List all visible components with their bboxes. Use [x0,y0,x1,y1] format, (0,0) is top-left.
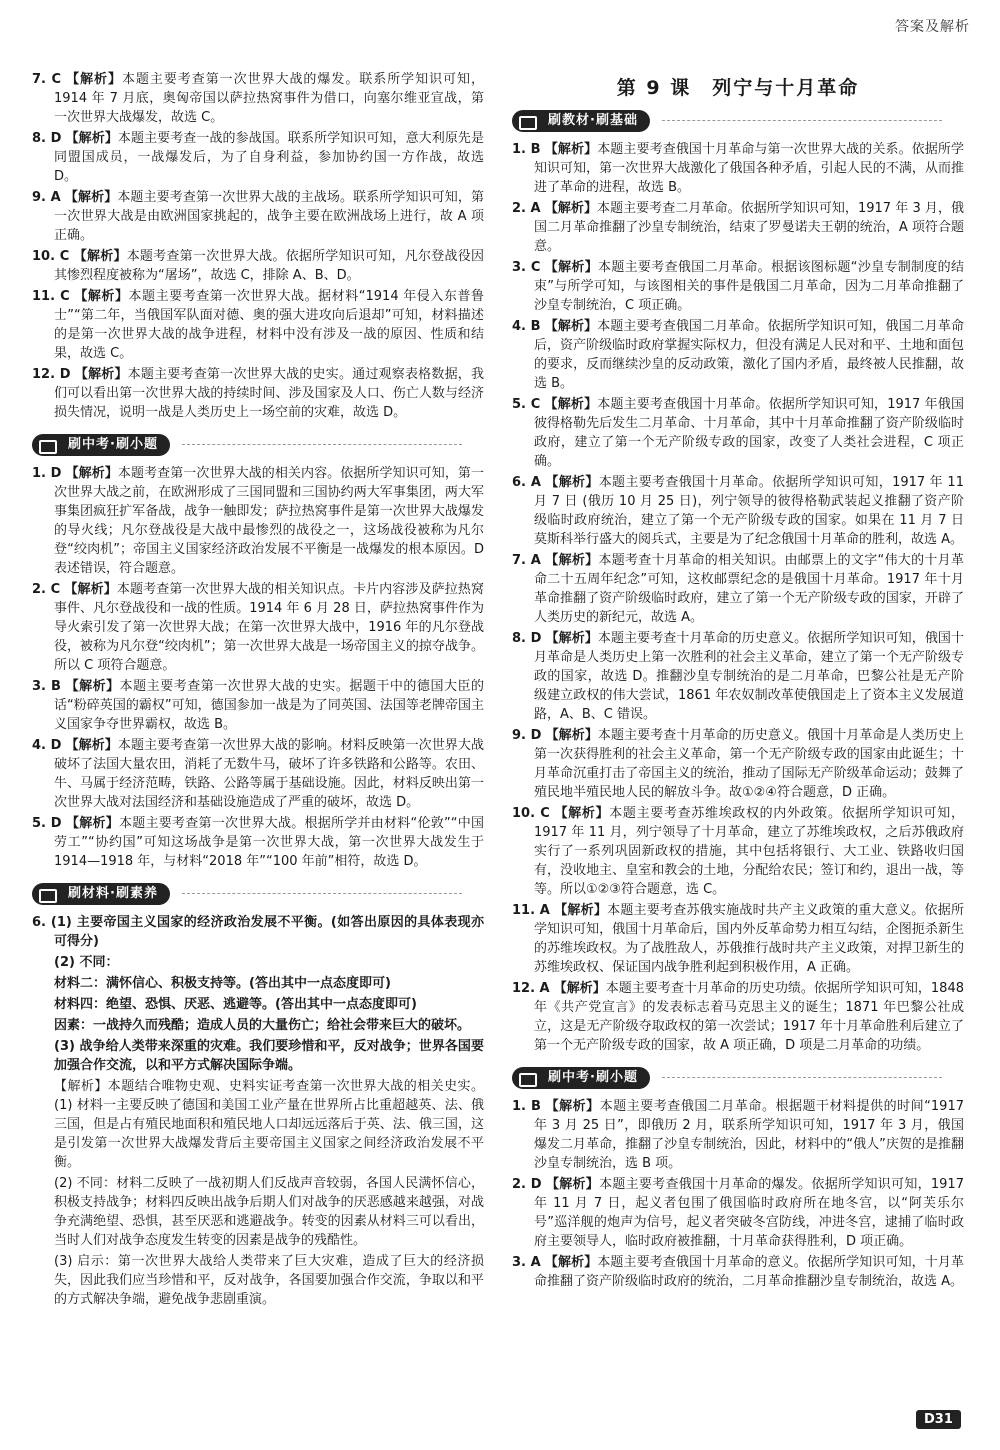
answer-number: 9. A [32,190,61,205]
analysis-tag: 【解析】 [65,466,118,481]
page-number: D31 [916,1410,961,1429]
answer-item [32,129,484,186]
answer-item [32,247,484,285]
answer-number: 4. D [32,738,62,753]
analysis-tag: 【解析】 [554,806,610,821]
answer-item [512,979,964,1055]
answer-text: 本题主要考查俄国十月革命。依据所学知识可知，1917 年 11 月 7 日 (俄历 10 月 25 日)，列宁领导的彼得格勒武装起义推翻了资产阶级临时政府统治，建立了第一个无产阶级专政的国家。如果在 11 月 7 日莫斯科举行盛大的阅兵式，主要是为了纪念俄国十月革命的胜利，故选 A。 [534,475,964,547]
right-column [512,100,964,1293]
answer-text: 本题主要考查苏维埃政权的内外政策。依据所学知识可知，1917 年 11 月，列宁领导了十月革命，建立了苏维埃政权，之后苏俄政府实行了一系列巩固新政权的措施，其中包括将银行、大工业、铁路收归国有，没收地主、皇室和教会的土地，分配给农民；签订和约，退出一战，等等。所以①②③符合题意，选 C。 [534,806,964,897]
left-top-answers [32,70,484,422]
analysis-tag: 【解析】 [545,553,599,568]
answer-number: 7. C [32,72,62,87]
answer-part: 材料二：满怀信心、积极支持等。(答出其中一点态度即可) [54,976,391,991]
section-label: 刷教材·刷基础 [540,110,650,132]
answer-item [512,395,964,471]
answer-text: 本题考查第一次世界大战的相关内容。依据所学知识可知，第一次世界大战之前，在欧洲形成了三国同盟和三国协约两大军事集团，两大军事集团疯狂扩军备战，战争一触即发；萨拉热窝事件是第一次世界大战爆发的导火线；凡尔登战役是大战中最惨烈的战役之一，这场战役被称为凡尔登“绞肉机”；帝国主义国家经济政治发展不平衡是一战爆发的根本原因。D 表述错误，符合题意。 [54,466,484,576]
section-label: 刷材料·刷素养 [60,883,170,905]
left-exam-answers [32,464,484,871]
answer-text: 本题主要考查第一次世界大战的史实。据题干中的德国大臣的话“粉碎英国的霸权”可知，德国参加一战是为了同英国、法国等老牌帝国主义国家争夺世界霸权，故选 B。 [54,679,484,732]
answer-text: 本题考查十月革命的相关知识。由邮票上的文字“伟大的十月革命二十五周年纪念”可知，这枚邮票纪念的是俄国十月革命。1917 年十月革命推翻了资产阶级临时政府，建立了第一个无产阶级专政的国家，开辟了人类历史的新纪元，故选 A。 [534,553,964,625]
answer-number: 1. B [512,142,541,157]
section-label: 刷中考·刷小题 [60,434,170,456]
section-badge-material [32,883,170,905]
answer-part: (2) 不同： [54,955,119,970]
answer-text: 本题主要考查二月革命。依据所学知识可知，1917 年 3 月，俄国二月革命推翻了沙皇专制统治，结束了罗曼诺夫王朝的统治，A 项符合题意。 [534,201,964,254]
analysis-tag: 【解析】 [544,319,598,334]
analysis-tag: 【解析】 [73,249,127,264]
answer-item [32,464,484,578]
analysis-part: 【解析】本题结合唯物史观、史料实证考查第一次世界大战的相关史实。(1) 材料一主要反映了德国和美国工业产量在世界所占比重超越英、法、俄三国，但是占有殖民地面积和殖民地人口却远远落后于英、法、俄三国，这是引发第一次世界大战爆发背后主要帝国主义国家之间经济政治发展不平衡。 [54,1079,484,1170]
answer-text: 本题主要考查俄国十月革命的爆发。依据所学知识可知，1917 年 11 月 7 日，起义者包围了俄国临时政府所在地冬宫，以“阿芙乐尔号”巡洋舰的炮声为信号，起义者突破冬宫防线，冲进冬宫，逮捕了临时政府主要领导人，临时政府被推翻，十月革命获得胜利，D 项正确。 [534,1177,964,1249]
analysis-tag: 【解析】 [544,260,599,275]
section-badge-exam-right [512,1067,650,1089]
answer-text: 本题主要考查十月革命的历史意义。依据所学知识可知，俄国十月革命是人类历史上第一次胜利的社会主义革命，建立了第一个无产阶级专政的国家，故选 D。推翻沙皇专制统治的是二月革命，巴黎公社是无产阶级建立政权的伟大尝试，1861 年农奴制改革使俄国走上了资本主义发展道路，A、B、C 错误。 [534,631,964,722]
answer-item [32,287,484,363]
answer-text: 本题主要考查俄国二月革命。根据该图标题“沙皇专制制度的结束”与所学可知，与该图相关的事件是俄国二月革命，因为二月革命推翻了沙皇专制统治，C 项正确。 [534,260,964,313]
left-column [32,70,484,1311]
answer-number: 6. A [512,475,541,490]
answer-number: 2. A [512,201,541,216]
answer-number: 10. C [32,249,70,264]
answer-text: 本题主要考查十月革命的历史意义。俄国十月革命是人类历史上第一次获得胜利的社会主义革命，第一个无产阶级专政的国家由此诞生；十月革命沉重打击了帝国主义的统治，推动了国际无产阶级革命运动；鼓舞了殖民地半殖民地人民的解放斗争。故①②④符合题意，D 正确。 [534,728,964,800]
answer-number: 8. D [512,631,542,646]
answer-number: 11. A [512,903,550,918]
answer-number: 2. C [32,582,61,597]
answer-item [512,140,964,197]
analysis-tag: 【解析】 [74,289,129,304]
answer-number: 12. D [32,367,71,382]
answer-item [512,629,964,724]
answer-part: 因素：一战持久而残酷；造成人员的大量伤亡；给社会带来巨大的破坏。 [54,1018,471,1033]
answer-number: 4. B [512,319,541,334]
answer-number: 5. D [32,816,62,831]
answer-number: 7. A [512,553,541,568]
answer-number: 1. D [32,466,62,481]
lesson-title: 第 9 课 列宁与十月革命 [616,77,860,99]
analysis-tag: 【解析】 [553,981,606,996]
answer-number: 9. D [512,728,542,743]
answer-item [512,1253,964,1291]
analysis-tag: 【解析】 [74,367,128,382]
answer-number: 10. C [512,806,550,821]
answer-number: 8. D [32,131,62,146]
section-label: 刷中考·刷小题 [540,1067,650,1089]
analysis-tag: 【解析】 [544,142,598,157]
answer-item [32,736,484,812]
analysis-tag: 【解析】 [65,816,119,831]
answer-item [512,1097,964,1173]
answer-item [32,814,484,871]
answer-item [512,901,964,977]
answer-text: 本题主要考查第一次世界大战。根据所学并由材料“伦敦”“中国劳工”“协约国”可知这场战争是第一次世界大战，第一次世界大战发生于 1914—1918 年，与材料“2018 年”“100 年前”相符，故选 D。 [54,816,484,869]
answer-item [512,473,964,549]
analysis-tag: 【解析】 [544,201,598,216]
answer-text: 本题主要考查俄国二月革命。依据所学知识可知，俄国二月革命后，资产阶级临时政府掌握实际权力，但没有满足人民对和平、土地和面包的要求，反而继续沙皇的反动政策，激化了国内矛盾，最终被人民推翻，故选 B。 [534,319,964,391]
answer-number: 5. C [512,397,541,412]
answer-item [512,199,964,256]
analysis-tag: 【解析】 [65,131,118,146]
answer-text: 本题主要考查十月革命的历史功绩。依据所学知识可知，1848 年《共产党宣言》的发表标志着马克思主义的诞生；1871 年巴黎公社成立，这是无产阶级夺取政权的第一次尝试；1917 年十月革命胜利后建立了第一个无产阶级专政的国家，故 A 项正确，D 项是二月革命的功绩。 [534,981,964,1053]
answer-number: 1. B [512,1099,541,1114]
book-icon [32,883,60,905]
analysis-tag: 【解析】 [65,738,118,753]
answer-item [32,70,484,127]
answer-item [32,365,484,422]
book-icon [32,434,60,456]
answer-number: 11. C [32,289,70,304]
analysis-tag: 【解析】 [545,475,599,490]
running-head: 答案及解析 [895,19,970,35]
analysis-tag: 【解析】 [545,728,598,743]
answer-item [32,677,484,734]
answer-text: 本题主要考查第一次世界大战的主战场。联系所学知识可知，第一次世界大战是由欧洲国家挑起的，战争主要在欧洲战场上进行，故 A 项正确。 [54,190,484,243]
answer-part: 材料四：绝望、恐惧、厌恶、逃避等。(答出其中一点态度即可) [54,997,417,1012]
section-badge-exam-left [32,434,170,456]
answer-part: (3) 战争给人类带来深重的灾难。我们要珍惜和平，反对战争；世界各国要加强合作交流，以和平方式解决国际争端。 [54,1039,484,1073]
answer-text: 本题主要考查第一次世界大战的影响。材料反映第一次世界大战破坏了法国大量农田，消耗了无数牛马，破坏了许多铁路和公路等。农田、牛、马属于经济范畴，铁路、公路等属于基础设施。因此，材料反映出第一次世界大战对法国经济和基础设施造成了严重的破坏，故选 D。 [54,738,484,810]
answer-item [512,726,964,802]
right-exam-answers [512,1097,964,1291]
analysis-tag: 【解析】 [545,631,598,646]
answer-text: 本题考查第一次世界大战。依据所学知识可知，凡尔登战役因其惨烈程度被称为“屠场”，故选 C，排除 A、B、D。 [54,249,484,283]
answer-number: 3. C [512,260,541,275]
dashed-rule [662,120,942,121]
answer-text: 本题主要考查苏俄实施战时共产主义政策的重大意义。依据所学知识可知，俄国十月革命后，国内外反革命势力相互勾结，企图扼杀新生的苏维埃政权。为了战胜敌人，苏俄推行战时共产主义政策，对捍卫新生的苏维埃政权、保证国内战争胜利起到积极作用，A 正确。 [534,903,964,975]
answer-text: 本题考查第一次世界大战的相关知识点。卡片内容涉及萨拉热窝事件、凡尔登战役和一战的性质。1914 年 6 月 28 日，萨拉热窝事件作为导火索引发了第一次世界大战；在第一次世界大战中，1916 年的凡尔登战役，被称为凡尔登“绞肉机”；第一次世界大战是一场帝国主义的掠夺战争。所以 C 项符合题意。 [54,582,484,673]
analysis-tag: 【解析】 [66,72,122,87]
material-answer [32,913,484,1309]
answer-item [512,258,964,315]
analysis-tag: 【解析】 [64,582,117,597]
answer-number: 12. A [512,981,550,996]
dashed-rule [182,444,462,445]
answer-text: 本题主要考查第一次世界大战。据材料“1914 年侵入东普鲁士”“第二年，当俄国军队面对德、奥的强大进攻向后退却”可知，材料描述的是第一次世界大战的战争进程，材料中没有涉及一战的原因、性质和结果，故选 C。 [54,289,484,361]
answer-item [512,804,964,899]
answer-item [32,188,484,245]
answer-item [512,317,964,393]
answer-text: 本题主要考查俄国十月革命与第一次世界大战的关系。依据所学知识可知，第一次世界大战激化了俄国各种矛盾，引起人民的不满，从而推进了革命的进程，故选 B。 [534,142,964,195]
answer-number: 2. D [512,1177,542,1192]
analysis-tag: 【解析】 [64,190,118,205]
analysis-tag: 【解析】 [544,397,598,412]
section-badge-basics [512,110,650,132]
book-icon [512,110,540,132]
analysis-part: (2) 不同：材料二反映了一战初期人们反战声音较弱，各国人民满怀信心，积极支持战争；材料四反映出战争后期人们对战争的厌恶感越来越强，对战争充满绝望、恐惧，甚至厌恶和逃避战争。转变的因素从材料三可以看出，当时人们对战争态度发生转变的因素是战争的残酷性。 [54,1176,484,1248]
answer-text: 本题主要考查一战的参战国。联系所学知识可知，意大利原先是同盟国成员，一战爆发后，为了自身利益，参加协约国一方作战，故选 D。 [54,131,484,184]
analysis-tag: 【解析】 [554,903,608,918]
book-icon [512,1067,540,1089]
analysis-tag: 【解析】 [544,1255,598,1270]
dashed-rule [182,893,462,894]
analysis-tag: 【解析】 [545,1177,600,1192]
answer-text: 本题主要考查第一次世界大战的史实。通过观察表格数据，我们可以看出第一次世界大战的持续时间、涉及国家及人口、伤亡人数与经济损失情况，说明一战是人类历史上一场空前的灾难，故选 D。 [54,367,484,420]
answer-item [512,551,964,627]
answer-text: 本题主要考查第一次世界大战的爆发。联系所学知识可知，1914 年 7 月底，奥匈帝国以萨拉热窝事件为借口，向塞尔维亚宣战，第一次世界大战爆发，故选 C。 [54,72,484,125]
answer-text: 本题主要考查俄国十月革命。依据所学知识可知，1917 年俄国彼得格勒先后发生二月革命、十月革命，其中十月革命推翻了资产阶级临时政府，建立了第一个无产阶级专政的国家，改变了人类社会进程，C 项正确。 [534,397,964,469]
answer-number: 3. A [512,1255,541,1270]
answer-number: 3. B [32,679,61,694]
right-basics-answers [512,140,964,1055]
dashed-rule [662,1077,942,1078]
answer-text: 本题主要考查俄国二月革命。根据题干材料提供的时间“1917 年 3 月 25 日”，即俄历 2 月，联系所学知识可知，1917 年 3 月，俄国爆发二月革命，推翻了沙皇专制统治，因此，材料中的“俄人”庆贺的是推翻沙皇专制统治，选 B 项。 [534,1099,964,1171]
answer-item [32,580,484,675]
analysis-tag: 【解析】 [545,1099,600,1114]
answer-part: 6. (1) 主要帝国主义国家的经济政治发展不平衡。(如答出原因的具体表现亦可得分) [32,915,484,949]
analysis-part: (3) 启示：第一次世界大战给人类带来了巨大灾难，造成了巨大的经济损失，因此我们应当珍惜和平，反对战争，各国要加强合作交流，争取以和平的方式解决争端，避免战争悲剧重演。 [54,1254,484,1307]
analysis-tag: 【解析】 [65,679,120,694]
answer-text: 本题主要考查俄国十月革命的意义。依据所学知识可知，十月革命推翻了资产阶级临时政府的统治，二月革命推翻沙皇专制统治，故选 A。 [534,1255,964,1289]
answer-item [512,1175,964,1251]
